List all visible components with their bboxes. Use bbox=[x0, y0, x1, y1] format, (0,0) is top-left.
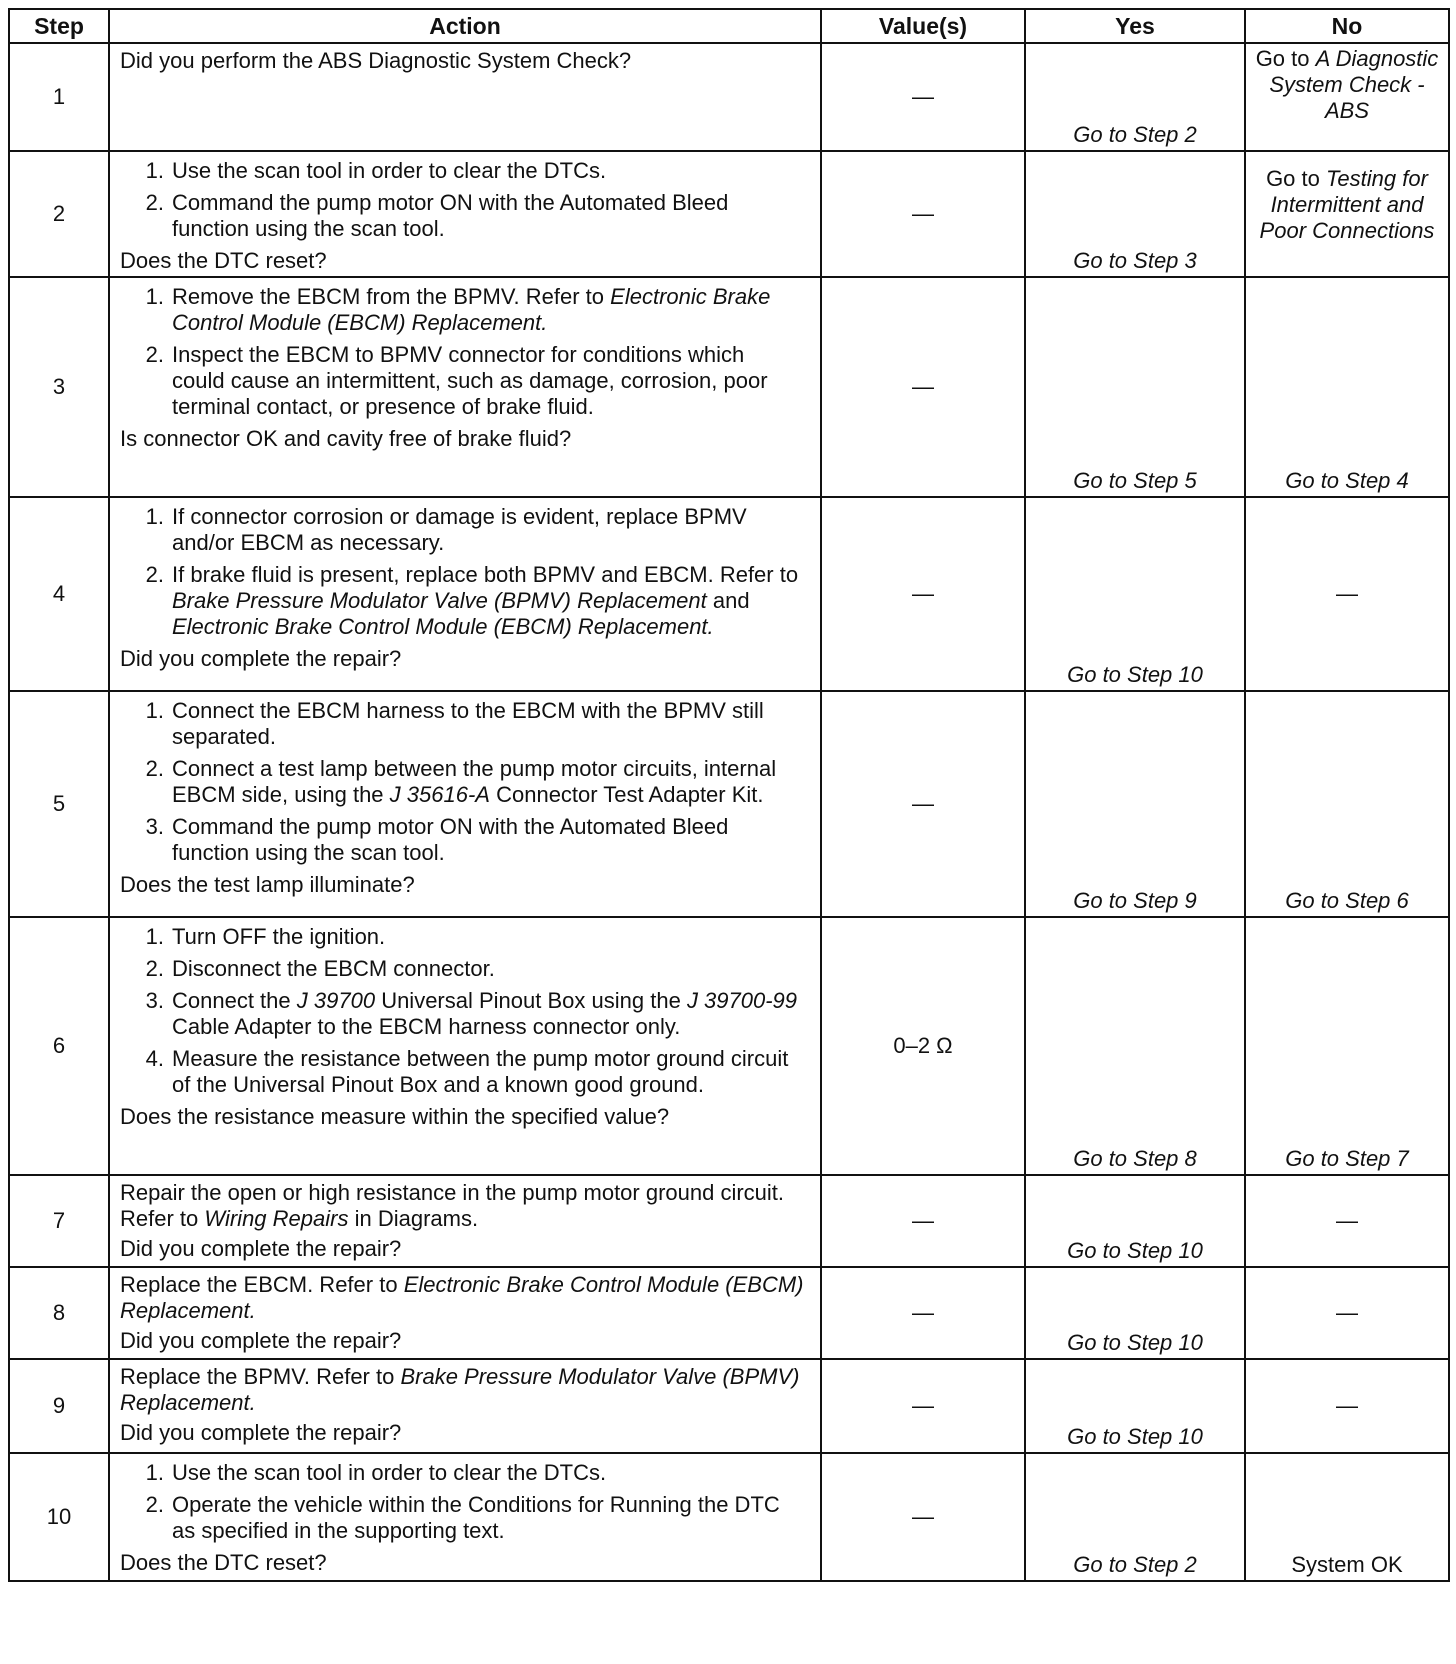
yes-link[interactable]: Go to Step 10 bbox=[1067, 1238, 1203, 1263]
header-no: No bbox=[1245, 9, 1449, 43]
step-number: 1 bbox=[9, 43, 109, 151]
value-cell: — bbox=[821, 1453, 1025, 1581]
table-row bbox=[9, 691, 1449, 917]
value-cell: — bbox=[821, 1175, 1025, 1267]
action-question: Does the test lamp illuminate? bbox=[120, 872, 415, 897]
item-number: 4. bbox=[145, 1046, 164, 1071]
list-item bbox=[120, 956, 810, 982]
intro-text: Repair the open or high resistance in the pump motor ground circuit. Refer to bbox=[120, 1180, 785, 1231]
yes-link[interactable]: Go to Step 10 bbox=[1067, 1330, 1203, 1355]
item-number: 2. bbox=[145, 562, 164, 587]
yes-cell bbox=[1025, 151, 1245, 277]
no-cell bbox=[1245, 1175, 1449, 1267]
step-number: 8 bbox=[9, 1267, 109, 1359]
list-item bbox=[120, 1046, 810, 1098]
item-text: Operate the vehicle within the Conditions for Running the DTC as specified in the supporting text. bbox=[172, 1492, 780, 1543]
item-number: 2. bbox=[145, 190, 164, 215]
header-row bbox=[9, 9, 1449, 43]
list-item bbox=[120, 924, 810, 950]
action-cell bbox=[109, 43, 821, 151]
no-cell bbox=[1245, 1453, 1449, 1581]
item-text: Use the scan tool in order to clear the DTCs. bbox=[172, 1460, 607, 1485]
item-number: 1. bbox=[145, 924, 164, 949]
action-text bbox=[120, 1180, 810, 1232]
value-cell: 0–2 Ω bbox=[821, 917, 1025, 1175]
item-number: 1. bbox=[145, 698, 164, 723]
tool-reference-2: J 39700-99 bbox=[686, 988, 798, 1013]
no-cell bbox=[1245, 1359, 1449, 1453]
no-cell bbox=[1245, 691, 1449, 917]
no-cell bbox=[1245, 277, 1449, 497]
table-row bbox=[9, 1175, 1449, 1267]
header-action: Action bbox=[109, 9, 821, 43]
no-cell bbox=[1245, 497, 1449, 691]
step-number: 6 bbox=[9, 917, 109, 1175]
item-number: 2. bbox=[145, 342, 164, 367]
action-cell bbox=[109, 151, 821, 277]
table-row bbox=[9, 497, 1449, 691]
table-row bbox=[9, 1453, 1449, 1581]
table-row bbox=[9, 43, 1449, 151]
yes-link[interactable]: Go to Step 10 bbox=[1067, 1424, 1203, 1449]
list-item bbox=[120, 190, 810, 242]
step-number: 7 bbox=[9, 1175, 109, 1267]
no-cell bbox=[1245, 43, 1449, 151]
item-text: Inspect the EBCM to BPMV connector for conditions which could cause an intermittent, such as damage, corrosion, poor terminal contact, or presence of brake fluid. bbox=[172, 342, 768, 419]
no-status: System OK bbox=[1291, 1552, 1403, 1577]
item-number: 1. bbox=[145, 284, 164, 309]
action-cell bbox=[109, 1267, 821, 1359]
step-number: 4 bbox=[9, 497, 109, 691]
step-number: 9 bbox=[9, 1359, 109, 1453]
item-reference[interactable]: Electronic Brake Control Module (EBCM) Replacement. bbox=[172, 284, 771, 335]
intro-reference[interactable]: Brake Pressure Modulator Valve (BPMV) Replacement. bbox=[120, 1364, 800, 1415]
yes-link[interactable]: Go to Step 2 bbox=[1073, 122, 1197, 147]
list-item bbox=[120, 988, 810, 1040]
step-number: 10 bbox=[9, 1453, 109, 1581]
item-number: 1. bbox=[145, 504, 164, 529]
action-cell bbox=[109, 917, 821, 1175]
item-number: 3. bbox=[145, 814, 164, 839]
table-row bbox=[9, 917, 1449, 1175]
action-list bbox=[120, 284, 810, 420]
item-number: 2. bbox=[145, 1492, 164, 1517]
yes-link[interactable]: Go to Step 9 bbox=[1073, 888, 1197, 913]
item-text: Connect the bbox=[172, 988, 291, 1013]
action-question: Did you complete the repair? bbox=[120, 1328, 402, 1353]
table-row bbox=[9, 1359, 1449, 1453]
no-value: — bbox=[1336, 1208, 1358, 1233]
item-text: Connect the EBCM harness to the EBCM with the BPMV still separated. bbox=[172, 698, 764, 749]
no-link[interactable] bbox=[1250, 46, 1444, 124]
item-number: 2. bbox=[145, 956, 164, 981]
item-text-2: Universal Pinout Box using the bbox=[381, 988, 681, 1013]
value-cell: — bbox=[821, 277, 1025, 497]
action-cell bbox=[109, 691, 821, 917]
yes-cell bbox=[1025, 497, 1245, 691]
action-text bbox=[120, 1272, 810, 1324]
item-number: 1. bbox=[145, 1460, 164, 1485]
item-text: Command the pump motor ON with the Automated Bleed function using the scan tool. bbox=[172, 190, 729, 241]
action-question: Did you complete the repair? bbox=[120, 646, 402, 671]
value-cell: — bbox=[821, 1359, 1025, 1453]
action-cell bbox=[109, 277, 821, 497]
intro-reference[interactable]: Electronic Brake Control Module (EBCM) Replacement. bbox=[120, 1272, 804, 1323]
no-italic: A Diagnostic System Check - ABS bbox=[1269, 46, 1439, 123]
item-text: Command the pump motor ON with the Automated Bleed function using the scan tool. bbox=[172, 814, 729, 865]
value-cell: — bbox=[821, 1267, 1025, 1359]
item-number: 3. bbox=[145, 988, 164, 1013]
list-item bbox=[120, 756, 810, 808]
item-text-3: Cable Adapter to the EBCM harness connector only. bbox=[172, 1014, 681, 1039]
list-item bbox=[120, 1460, 810, 1486]
no-italic: Testing for Intermittent and Poor Connections bbox=[1259, 166, 1435, 243]
yes-cell bbox=[1025, 917, 1245, 1175]
intro-text: Replace the BPMV. Refer to bbox=[120, 1364, 395, 1389]
no-cell bbox=[1245, 917, 1449, 1175]
yes-cell bbox=[1025, 43, 1245, 151]
table-row bbox=[9, 277, 1449, 497]
no-cell bbox=[1245, 1267, 1449, 1359]
step-number: 5 bbox=[9, 691, 109, 917]
action-list bbox=[120, 698, 810, 866]
list-item bbox=[120, 504, 810, 556]
intro-text-2: in Diagrams. bbox=[354, 1206, 479, 1231]
no-value: — bbox=[1336, 1300, 1358, 1325]
item-text: Remove the EBCM from the BPMV. Refer to bbox=[172, 284, 605, 309]
yes-link[interactable]: Go to Step 10 bbox=[1067, 662, 1203, 687]
item-text: Connect a test lamp between the pump motor circuits, internal EBCM side, using the bbox=[172, 756, 777, 807]
action-question: Is connector OK and cavity free of brake fluid? bbox=[120, 426, 572, 451]
item-text-2: Connector Test Adapter Kit. bbox=[496, 782, 764, 807]
yes-cell bbox=[1025, 1175, 1245, 1267]
header-values: Value(s) bbox=[821, 9, 1025, 43]
yes-cell bbox=[1025, 1267, 1245, 1359]
item-text: If connector corrosion or damage is evident, replace BPMV and/or EBCM as necessary. bbox=[172, 504, 747, 555]
no-cell bbox=[1245, 151, 1449, 277]
action-cell bbox=[109, 1453, 821, 1581]
action-list bbox=[120, 924, 810, 1098]
action-list bbox=[120, 158, 810, 242]
item-number: 1. bbox=[145, 158, 164, 183]
action-question: Did you complete the repair? bbox=[120, 1236, 402, 1261]
yes-link[interactable]: Go to Step 8 bbox=[1073, 1146, 1197, 1171]
action-list bbox=[120, 1460, 810, 1544]
list-item bbox=[120, 698, 810, 750]
intro-text: Replace the EBCM. Refer to bbox=[120, 1272, 398, 1297]
no-value: — bbox=[1336, 581, 1358, 606]
action-question: Did you complete the repair? bbox=[120, 1420, 402, 1445]
header-step: Step bbox=[9, 9, 109, 43]
value-cell: — bbox=[821, 691, 1025, 917]
yes-cell bbox=[1025, 691, 1245, 917]
list-item bbox=[120, 562, 810, 640]
item-text-2: and bbox=[712, 588, 750, 613]
action-text: Did you perform the ABS Diagnostic System Check? bbox=[120, 48, 632, 73]
yes-link[interactable]: Go to Step 2 bbox=[1073, 1552, 1197, 1577]
action-text bbox=[120, 1364, 810, 1416]
item-reference[interactable]: Brake Pressure Modulator Valve (BPMV) Replacement bbox=[172, 588, 707, 613]
list-item bbox=[120, 814, 810, 866]
action-list bbox=[120, 504, 810, 640]
item-text: If brake fluid is present, replace both BPMV and EBCM. Refer to bbox=[172, 562, 799, 587]
no-value: — bbox=[1336, 1393, 1358, 1418]
item-text: Measure the resistance between the pump motor ground circuit of the Universal Pinout Box and a known good ground. bbox=[172, 1046, 789, 1097]
action-question: Does the DTC reset? bbox=[120, 1550, 327, 1575]
item-text: Turn OFF the ignition. bbox=[172, 924, 386, 949]
action-question: Does the DTC reset? bbox=[120, 248, 327, 273]
yes-link[interactable]: Go to Step 3 bbox=[1073, 248, 1197, 273]
value-cell: — bbox=[821, 151, 1025, 277]
list-item bbox=[120, 284, 810, 336]
no-prefix: Go to bbox=[1266, 166, 1320, 191]
item-number: 2. bbox=[145, 756, 164, 781]
action-question: Does the resistance measure within the specified value? bbox=[120, 1104, 670, 1129]
header-yes: Yes bbox=[1025, 9, 1245, 43]
yes-cell bbox=[1025, 277, 1245, 497]
step-number: 3 bbox=[9, 277, 109, 497]
tool-reference: J 39700 bbox=[296, 988, 376, 1013]
value-cell: — bbox=[821, 43, 1025, 151]
step-number: 2 bbox=[9, 151, 109, 277]
diagnostic-table bbox=[8, 8, 1450, 1582]
no-link[interactable]: Go to Step 7 bbox=[1285, 1146, 1409, 1171]
item-text: Disconnect the EBCM connector. bbox=[172, 956, 495, 981]
list-item bbox=[120, 1492, 810, 1544]
action-cell bbox=[109, 1175, 821, 1267]
value-cell: — bbox=[821, 497, 1025, 691]
table-row bbox=[9, 1267, 1449, 1359]
intro-reference[interactable]: Wiring Repairs bbox=[204, 1206, 349, 1231]
item-text: Use the scan tool in order to clear the DTCs. bbox=[172, 158, 607, 183]
tool-reference: J 35616-A bbox=[389, 782, 490, 807]
yes-cell bbox=[1025, 1453, 1245, 1581]
no-link[interactable]: Go to Step 6 bbox=[1285, 888, 1409, 913]
table-row bbox=[9, 151, 1449, 277]
list-item bbox=[120, 342, 810, 420]
no-link[interactable] bbox=[1250, 166, 1444, 244]
no-prefix: Go to bbox=[1255, 46, 1310, 71]
yes-link[interactable]: Go to Step 5 bbox=[1073, 468, 1197, 493]
list-item bbox=[120, 158, 810, 184]
no-link[interactable]: Go to Step 4 bbox=[1285, 468, 1409, 493]
action-cell bbox=[109, 497, 821, 691]
item-reference-2[interactable]: Electronic Brake Control Module (EBCM) Replacement. bbox=[172, 614, 714, 639]
yes-cell bbox=[1025, 1359, 1245, 1453]
action-cell bbox=[109, 1359, 821, 1453]
